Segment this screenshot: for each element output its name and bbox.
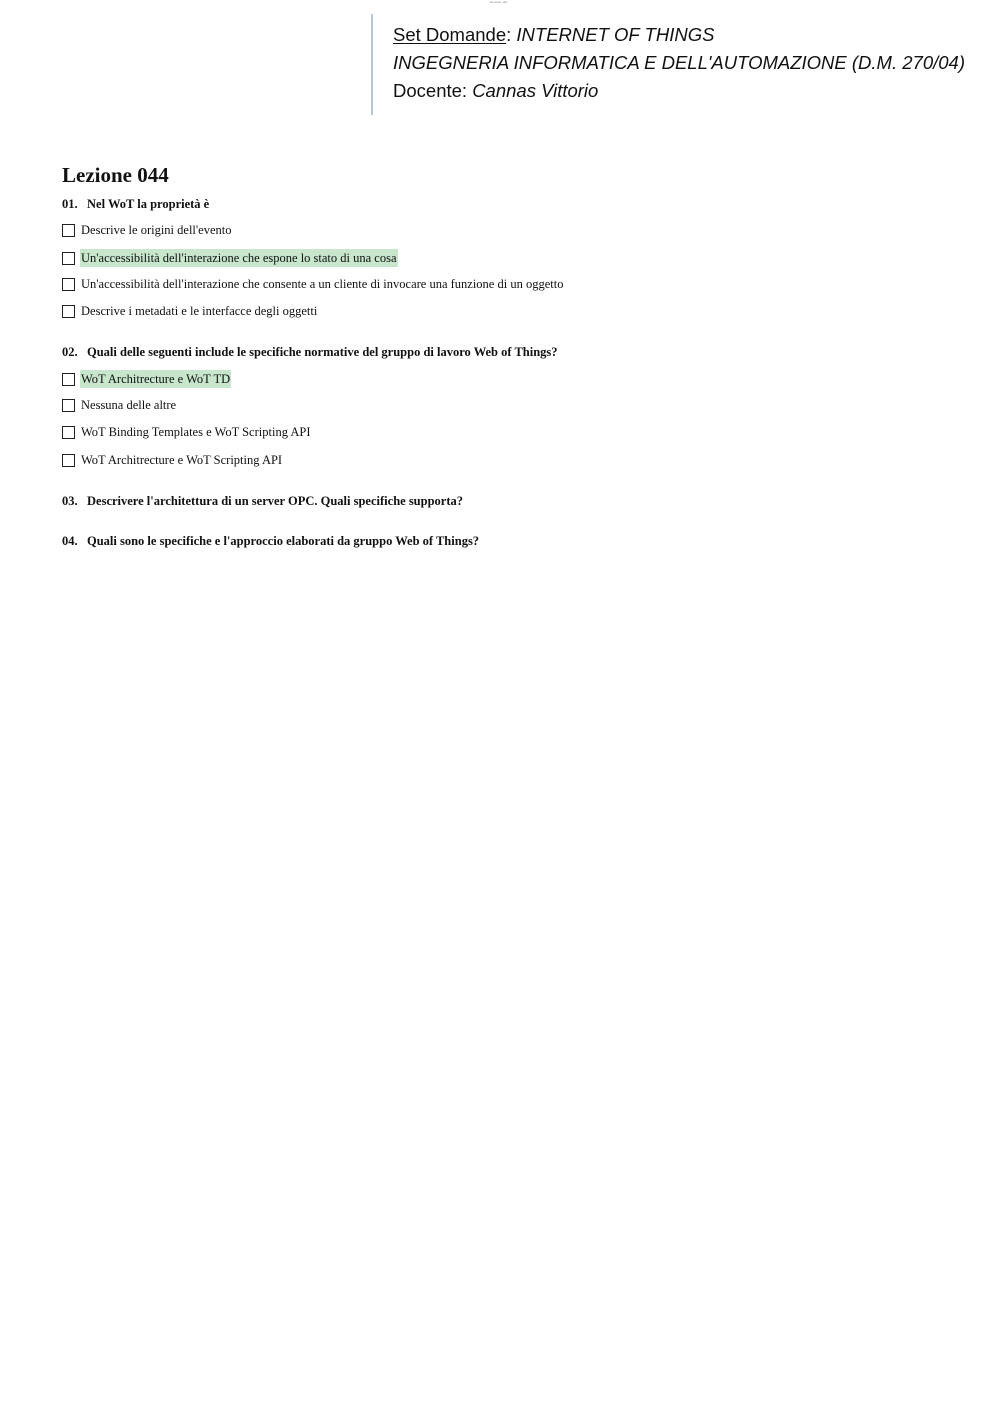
question-02 bbox=[62, 345, 558, 360]
checkbox[interactable] bbox=[62, 252, 75, 265]
option-02-c[interactable] bbox=[62, 424, 312, 440]
option-text: WoT Architrecture e WoT Scripting API bbox=[81, 453, 283, 467]
checkbox[interactable] bbox=[62, 224, 75, 237]
course-name: INGEGNERIA INFORMATICA E DELL'AUTOMAZIONE (D.M. 270/04) bbox=[393, 52, 965, 73]
set-title: INTERNET OF THINGS bbox=[516, 24, 715, 45]
checkbox[interactable] bbox=[62, 305, 75, 318]
option-01-b[interactable] bbox=[62, 250, 398, 266]
option-01-d[interactable] bbox=[62, 303, 318, 319]
checkbox[interactable] bbox=[62, 426, 75, 439]
question-text: Quali delle seguenti include le specifiche normative del gruppo di lavoro Web of Things? bbox=[87, 345, 558, 359]
option-02-d[interactable] bbox=[62, 452, 283, 468]
teacher-name: Cannas Vittorio bbox=[472, 80, 599, 101]
question-number: 01. bbox=[62, 197, 78, 211]
option-text: WoT Binding Templates e WoT Scripting API bbox=[81, 425, 311, 439]
option-02-a[interactable] bbox=[62, 371, 231, 387]
option-01-c[interactable] bbox=[62, 276, 564, 292]
option-text: Descrive i metadati e le interfacce degli oggetti bbox=[81, 304, 318, 318]
set-line bbox=[393, 21, 991, 49]
teacher-line bbox=[393, 77, 991, 105]
option-text-highlighted: WoT Architrecture e WoT TD bbox=[81, 372, 231, 386]
set-label: Set Domande bbox=[393, 24, 507, 45]
question-number: 04. bbox=[62, 534, 78, 548]
question-text: Descrivere l'architettura di un server OPC. Quali specifiche supporta? bbox=[87, 494, 463, 508]
option-text: Un'accessibilità dell'interazione che consente a un cliente di invocare una funzione di un oggetto bbox=[81, 277, 564, 291]
question-text: Quali sono le specifiche e l'approccio elaborati da gruppo Web of Things? bbox=[87, 534, 480, 548]
question-03 bbox=[62, 494, 463, 509]
option-text: Descrive le origini dell'evento bbox=[81, 223, 232, 237]
lesson-title: Lezione 044 bbox=[62, 163, 169, 187]
question-number: 02. bbox=[62, 345, 78, 359]
option-text-highlighted: Un'accessibilità dell'interazione che espone lo stato di una cosa bbox=[81, 251, 397, 265]
checkbox[interactable] bbox=[62, 373, 75, 386]
option-02-b[interactable] bbox=[62, 397, 177, 413]
question-01 bbox=[62, 197, 209, 212]
document-header bbox=[371, 14, 991, 115]
checkbox[interactable] bbox=[62, 278, 75, 291]
teacher-label: Docente: bbox=[393, 80, 468, 101]
question-text: Nel WoT la proprietà è bbox=[87, 197, 210, 211]
question-04 bbox=[62, 534, 479, 549]
option-text: Nessuna delle altre bbox=[81, 398, 177, 412]
page-top-note: Docente: abc bbox=[490, 0, 508, 4]
checkbox[interactable] bbox=[62, 399, 75, 412]
question-number: 03. bbox=[62, 494, 78, 508]
set-separator: : bbox=[506, 24, 512, 45]
option-01-a[interactable] bbox=[62, 222, 232, 238]
checkbox[interactable] bbox=[62, 454, 75, 467]
